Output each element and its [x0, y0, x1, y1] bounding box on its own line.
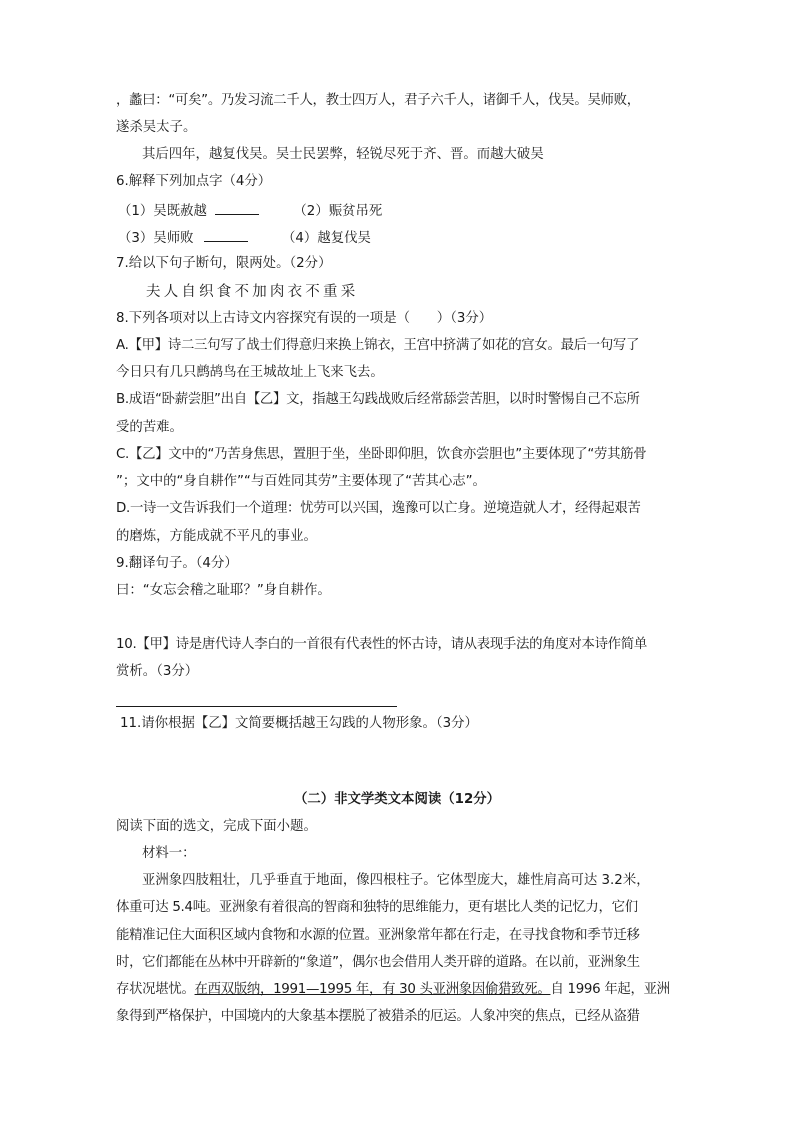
text-span: 自 1996 年起，亚洲 — [550, 982, 670, 997]
question-8-title: 8.下列各项对以上古诗文内容探究有误的一项是（ ）（3分） — [116, 311, 493, 326]
answer-line[interactable] — [116, 706, 397, 707]
text-span: 存状况堪忧。 — [116, 982, 195, 997]
q6-item-2: （2）赈贫吊死 — [293, 204, 383, 219]
option-d-line-1: D.一诗一文告诉我们一个道理：忧劳可以兴国，逸豫可以亡身。逆境造就人才，经得起艰苦 — [116, 501, 641, 516]
option-a-line-1: A.【甲】诗二三句写了战士们得意归来换上锦衣，王宫中挤满了如花的宫女。最后一句写了 — [116, 338, 640, 353]
option-d-line-2: 的磨炼，方能成就不平凡的事业。 — [116, 529, 317, 544]
question-7-sentence: 夫人自织食不加肉衣不重采 — [146, 284, 359, 300]
option-a-line-2: 今日只有几只鹧鸪鸟在王城故址上飞来飞去。 — [116, 365, 384, 380]
answer-blank[interactable] — [204, 228, 248, 242]
option-c-line-2: ”；文中的“身自耕作”“与百姓同其劳”主要体现了“苦其心志”。 — [116, 474, 486, 489]
question-6-title: 6.解释下列加点字（4分） — [116, 174, 272, 189]
passage-line: 其后四年，越复伐吴。吴士民罢弊，轻锐尽死于齐、晋。而越大破吴 — [142, 147, 544, 162]
passage-line: ，蠡曰：“可矣”。乃发习流二千人，教士四万人，君子六千人，诸御千人，伐吴。吴师败， — [116, 93, 640, 108]
question-6-row-2 — [118, 228, 371, 248]
question-9-sentence: 曰：“女忘会稽之耻耶？”身自耕作。 — [116, 583, 331, 598]
material-label: 材料一： — [142, 846, 196, 861]
q6-item-3: （3）吴师败 — [118, 231, 194, 246]
material-paragraph-line: 体重可达 5.4吨。亚洲象有着很高的智商和独特的思维能力，更有堪比人类的记忆力，它们 — [116, 900, 638, 915]
question-9-title: 9.翻译句子。（4分） — [116, 556, 238, 571]
answer-blank[interactable] — [215, 201, 259, 215]
material-paragraph-line: 能精准记住大面积区域内食物和水源的位置。亚洲象常年都在行走，在寻找食物和季节迁移 — [116, 928, 640, 943]
material-paragraph-line: 亚洲象四肢粗壮，几乎垂直于地面，像四根柱子。它体型庞大，雄性肩高可达 3.2米， — [142, 873, 650, 888]
section-instruction: 阅读下面的选文，完成下面小题。 — [116, 819, 317, 834]
material-paragraph-line: 象得到严格保护，中国境内的大象基本摆脱了被猎杀的厄运。人象冲突的焦点，已经从盗猎 — [116, 1009, 640, 1024]
option-c-line-1: C.【乙】文中的“乃苦身焦思，置胆于坐，坐卧即仰胆，饮食亦尝胆也”主要体现了“劳其筋骨 — [116, 447, 647, 462]
question-10-line-1: 10.【甲】诗是唐代诗人李白的一首很有代表性的怀古诗，请从表现手法的角度对本诗作简单 — [116, 637, 647, 652]
passage-line: 遂杀吴太子。 — [116, 120, 197, 135]
option-b-line-1: B.成语“卧薪尝胆”出自【乙】文，指越王勾践战败后经常舔尝苦胆，以时时警惕自己不忘所 — [116, 392, 640, 407]
question-7-title: 7.给以下句子断句，限两处。（2分） — [116, 256, 332, 271]
material-paragraph-line: 时，它们都能在丛林中开辟新的“象道”，偶尔也会借用人类开辟的道路。在以前，亚洲象生 — [116, 955, 640, 970]
q6-item-4: （4）越复伐吴 — [282, 231, 371, 246]
question-10-line-2: 赏析。（3分） — [116, 664, 199, 679]
material-paragraph-line — [116, 981, 670, 999]
question-11-title: 11.请你根据【乙】文简要概括越王勾践的人物形象。（3分） — [120, 716, 478, 731]
option-b-line-2: 受的苦难。 — [116, 420, 183, 435]
q6-item-1: （1）吴既赦越 — [118, 204, 207, 219]
underlined-sentence: 在西双版纳，1991—1995 年，有 30 头亚洲象因偷猎致死。 — [194, 982, 551, 997]
question-6-row-1 — [118, 201, 382, 221]
section-heading: （二）非文学类文本阅读（12分） — [293, 792, 501, 807]
